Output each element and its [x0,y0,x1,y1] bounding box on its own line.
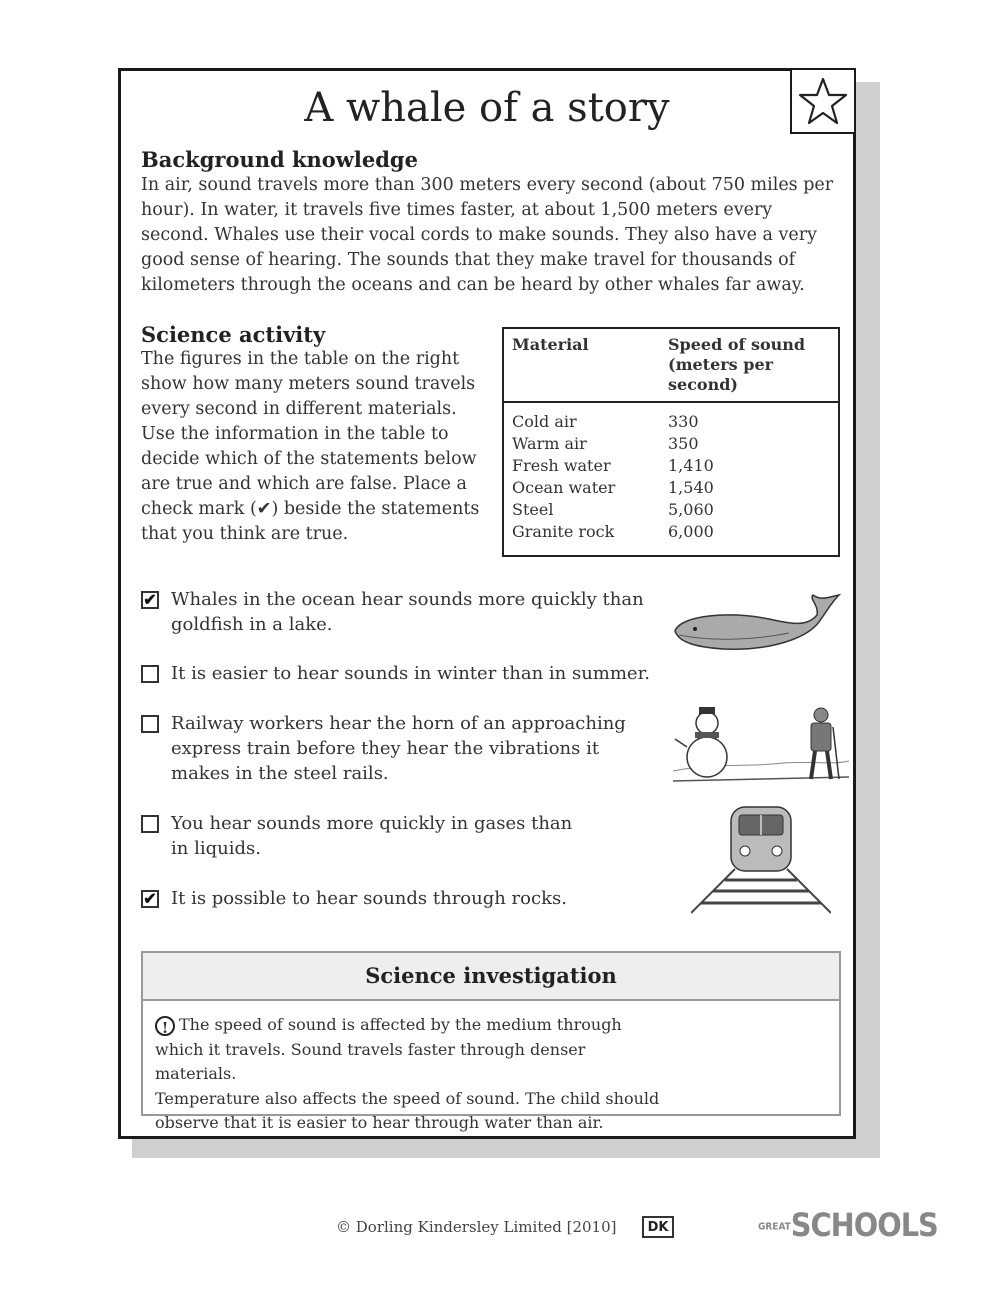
text-line: It is easier to hear sounds in winter than in summer. [171,663,650,684]
header-material: Material [512,335,589,354]
brand-prefix: GREAT [758,1221,791,1233]
statement-4 [141,811,651,861]
statement-text [171,587,651,637]
statement-text [171,661,651,686]
speed-cell: 6,000 [668,522,714,541]
worksheet [118,68,856,1139]
copyright-text: © Dorling Kindersley Limited [2010] [336,1218,617,1236]
text-line: Use the information in the table to [141,424,449,444]
header-speed-line2: (meters per second) [668,355,774,394]
statement-checkbox[interactable] [141,815,159,833]
text-line: Whales in the ocean hear sounds more quickly than [171,589,644,610]
material-cell: Fresh water [512,456,611,475]
text-line: second. Whales use their vocal cords to make sounds. They also have a very [141,225,817,245]
table-row [503,402,839,433]
statement-3 [141,711,651,786]
statement-1 [141,587,651,637]
whale-icon [669,589,845,657]
text-line: goldfish in a lake. [171,614,333,635]
speed-cell: 350 [668,434,699,453]
text-line: observe that it is easier to hear through water than air. [155,1113,604,1132]
material-cell: Cold air [512,412,577,431]
table-row [503,455,839,477]
statement-text [171,886,651,911]
text-line: The figures in the table on the right [141,349,460,369]
text-line: hour). In water, it travels five times faster, at about 1,500 meters every [141,200,773,220]
statement-text [171,711,651,786]
statement-5 [141,886,651,911]
activity-heading: Science activity [141,322,326,347]
text-line: every second in different materials. [141,399,457,419]
statement-2 [141,661,651,686]
text-line: show how many meters sound travels [141,374,476,394]
text-line: Railway workers hear the horn of an approaching [171,713,626,734]
statement-checkbox[interactable] [141,715,159,733]
material-cell: Warm air [512,434,587,453]
text-line: decide which of the statements below [141,449,477,469]
text-line: kilometers through the oceans and can be heard by other whales far away. [141,275,805,295]
speed-cell: 330 [668,412,699,431]
speed-cell: 1,410 [668,456,714,475]
material-cell: Steel [512,500,554,519]
text-line: makes in the steel rails. [171,763,389,784]
text-line: that you think are true. [141,524,349,544]
background-heading: Background knowledge [141,147,418,172]
statement-text [171,811,651,861]
text-line [155,1013,665,1038]
greatschools-logo [758,1206,938,1244]
warning-icon: ! [155,1016,175,1036]
text-line: in liquids. [171,838,261,859]
dk-logo: DK [642,1216,674,1238]
statement-checkbox[interactable]: ✔ [141,591,159,609]
table-row [503,477,839,499]
science-investigation-box [141,951,841,1132]
text-line-content: The speed of sound is affected by the medium through [179,1015,622,1034]
snowman-hiker-icon [673,701,849,787]
text-line: good sense of hearing. The sounds that they make travel for thousands of [141,250,796,270]
material-cell: Ocean water [512,478,616,497]
speed-of-sound-table [502,327,840,557]
table-header-row [503,328,839,402]
background-paragraph [141,173,841,298]
text-line: express train before they hear the vibrations it [171,738,600,759]
statement-checkbox[interactable]: ✔ [141,890,159,908]
table-row [503,433,839,455]
page-title: A whale of a story [304,85,670,131]
activity-paragraph [141,347,491,547]
text-line: It is possible to hear sounds through rocks. [171,888,567,909]
text-line: You hear sounds more quickly in gases than [171,813,573,834]
investigation-heading: Science investigation [143,953,839,1001]
statement-checkbox[interactable] [141,665,159,683]
text-line: check mark (✔) beside the statements [141,499,480,519]
material-cell: Granite rock [512,522,615,541]
table-row [503,499,839,521]
train-icon [691,803,831,915]
investigation-text [155,1013,665,1136]
header-speed-line1: Speed of sound [668,335,806,354]
table-row [503,521,839,556]
brand-name: SCHOOLS [790,1206,938,1244]
text-line: Temperature also affects the speed of sound. The child should [155,1088,660,1108]
text-line: In air, sound travels more than 300 meters every second (about 750 miles per [141,175,834,195]
speed-cell: 1,540 [668,478,714,497]
speed-cell: 5,060 [668,500,714,519]
header-speed [660,328,839,402]
text-line: which it travels. Sound travels faster through denser materials. [155,1039,586,1083]
text-line: are true and which are false. Place a [141,474,467,494]
